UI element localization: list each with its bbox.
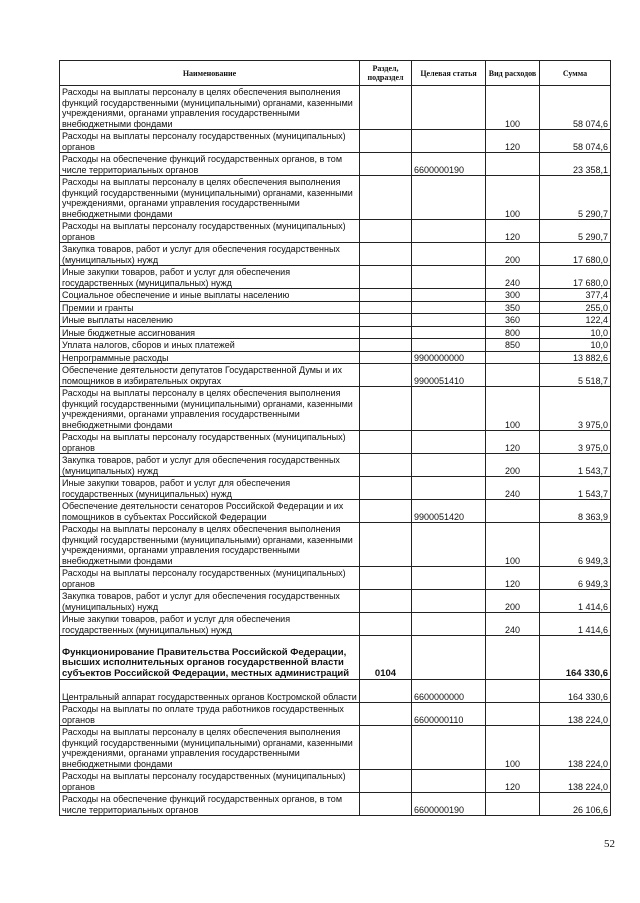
cell-amount: 1 543,7	[540, 454, 611, 477]
cell-name: Расходы на выплаты по оплате труда работников государственных органов	[60, 703, 360, 726]
cell-amount: 10,0	[540, 339, 611, 352]
cell-section	[360, 351, 412, 364]
cell-target: 9900051410	[412, 364, 486, 387]
cell-name: Расходы на выплаты персоналу государственных (муниципальных) органов	[60, 770, 360, 793]
budget-table	[59, 60, 611, 816]
cell-type: 100	[486, 387, 540, 431]
cell-name: Расходы на выплаты персоналу в целях обеспечения выполнения функций государственными (муниципальными) органами, казенными учреждениями, органами управления государственными внебюджетными фондами	[60, 523, 360, 567]
cell-amount: 138 224,0	[540, 726, 611, 770]
cell-section	[360, 387, 412, 431]
header-target: Целевая статья	[412, 61, 486, 86]
table-row	[60, 703, 611, 726]
cell-amount: 6 949,3	[540, 523, 611, 567]
cell-amount: 23 358,1	[540, 153, 611, 176]
table-row	[60, 680, 611, 703]
cell-name: Функционирование Правительства Российской Федерации, высших исполнительных органов государственной власти субъектов Российской Федерации, местных администраций	[60, 636, 360, 680]
cell-amount: 3 975,0	[540, 431, 611, 454]
table-row	[60, 266, 611, 289]
table-row	[60, 613, 611, 636]
cell-type: 100	[486, 726, 540, 770]
cell-type	[486, 680, 540, 703]
cell-amount: 3 975,0	[540, 387, 611, 431]
cell-name: Расходы на выплаты персоналу государственных (муниципальных) органов	[60, 431, 360, 454]
cell-amount: 164 330,6	[540, 636, 611, 680]
cell-target: 9900000000	[412, 351, 486, 364]
table-row	[60, 523, 611, 567]
cell-section	[360, 243, 412, 266]
cell-name: Иные закупки товаров, работ и услуг для обеспечения государственных (муниципальных) нужд	[60, 613, 360, 636]
cell-type	[486, 636, 540, 680]
cell-type: 360	[486, 314, 540, 327]
cell-target	[412, 301, 486, 314]
cell-type: 120	[486, 220, 540, 243]
cell-type	[486, 351, 540, 364]
cell-type	[486, 703, 540, 726]
table-row	[60, 314, 611, 327]
table-row	[60, 567, 611, 590]
cell-type: 240	[486, 477, 540, 500]
cell-type: 240	[486, 266, 540, 289]
cell-type: 120	[486, 567, 540, 590]
table-row	[60, 454, 611, 477]
cell-name: Социальное обеспечение и иные выплаты населению	[60, 289, 360, 302]
cell-type: 200	[486, 243, 540, 266]
cell-target	[412, 387, 486, 431]
cell-section	[360, 339, 412, 352]
table-row	[60, 351, 611, 364]
cell-target	[412, 477, 486, 500]
cell-section	[360, 703, 412, 726]
cell-name: Закупка товаров, работ и услуг для обеспечения государственных (муниципальных) нужд	[60, 243, 360, 266]
cell-section	[360, 289, 412, 302]
cell-target	[412, 636, 486, 680]
cell-type: 100	[486, 86, 540, 130]
cell-type	[486, 153, 540, 176]
cell-name: Иные бюджетные ассигнования	[60, 326, 360, 339]
cell-target	[412, 613, 486, 636]
cell-section	[360, 314, 412, 327]
cell-name: Расходы на обеспечение функций государственных органов, в том числе территориальных органов	[60, 153, 360, 176]
cell-target	[412, 289, 486, 302]
header-name: Наименование	[60, 61, 360, 86]
header-type: Вид расходов	[486, 61, 540, 86]
cell-target: 9900051420	[412, 500, 486, 523]
cell-amount: 1 414,6	[540, 590, 611, 613]
cell-section	[360, 326, 412, 339]
cell-section	[360, 454, 412, 477]
cell-name: Центральный аппарат государственных органов Костромской области	[60, 680, 360, 703]
cell-target	[412, 314, 486, 327]
table-row	[60, 130, 611, 153]
cell-name: Непрограммные расходы	[60, 351, 360, 364]
cell-section	[360, 523, 412, 567]
cell-amount: 10,0	[540, 326, 611, 339]
cell-amount: 58 074,6	[540, 86, 611, 130]
cell-name: Расходы на выплаты персоналу государственных (муниципальных) органов	[60, 220, 360, 243]
table-row	[60, 636, 611, 680]
cell-section	[360, 130, 412, 153]
table-row	[60, 477, 611, 500]
table-row	[60, 770, 611, 793]
table-row	[60, 431, 611, 454]
table-row	[60, 301, 611, 314]
cell-type: 350	[486, 301, 540, 314]
cell-target: 6600000190	[412, 153, 486, 176]
cell-target	[412, 590, 486, 613]
table-body	[60, 86, 611, 816]
cell-amount: 13 882,6	[540, 351, 611, 364]
cell-amount: 17 680,0	[540, 243, 611, 266]
cell-section	[360, 567, 412, 590]
cell-type: 100	[486, 176, 540, 220]
header-section: Раздел, подраздел	[360, 61, 412, 86]
table-row	[60, 339, 611, 352]
cell-section	[360, 680, 412, 703]
cell-target: 6600000190	[412, 793, 486, 816]
table-header-row	[60, 61, 611, 86]
cell-name: Расходы на выплаты персоналу в целях обеспечения выполнения функций государственными (муниципальными) органами, казенными учреждениями, органами управления государственными внебюджетными фондами	[60, 176, 360, 220]
cell-target	[412, 243, 486, 266]
table-row	[60, 793, 611, 816]
cell-type: 120	[486, 431, 540, 454]
cell-section	[360, 153, 412, 176]
table-row	[60, 387, 611, 431]
cell-type	[486, 500, 540, 523]
cell-amount: 164 330,6	[540, 680, 611, 703]
cell-target	[412, 567, 486, 590]
page-number: 52	[604, 838, 615, 850]
cell-name: Закупка товаров, работ и услуг для обеспечения государственных (муниципальных) нужд	[60, 454, 360, 477]
cell-type: 240	[486, 613, 540, 636]
cell-amount: 17 680,0	[540, 266, 611, 289]
cell-name: Расходы на выплаты персоналу в целях обеспечения выполнения функций государственными (муниципальными) органами, казенными учреждениями, органами управления государственными внебюджетными фондами	[60, 726, 360, 770]
cell-amount: 5 290,7	[540, 176, 611, 220]
cell-section	[360, 431, 412, 454]
cell-target	[412, 176, 486, 220]
cell-type	[486, 793, 540, 816]
table-row	[60, 500, 611, 523]
cell-target	[412, 770, 486, 793]
cell-target	[412, 339, 486, 352]
cell-section	[360, 590, 412, 613]
cell-type: 800	[486, 326, 540, 339]
table-row	[60, 590, 611, 613]
header-amount: Сумма	[540, 61, 611, 86]
cell-section	[360, 793, 412, 816]
cell-target: 6600000110	[412, 703, 486, 726]
cell-section	[360, 500, 412, 523]
cell-amount: 138 224,0	[540, 770, 611, 793]
cell-name: Расходы на выплаты персоналу в целях обеспечения выполнения функций государственными (муниципальными) органами, казенными учреждениями, органами управления государственными внебюджетными фондами	[60, 86, 360, 130]
cell-amount: 58 074,6	[540, 130, 611, 153]
cell-name: Иные выплаты населению	[60, 314, 360, 327]
cell-name: Премии и гранты	[60, 301, 360, 314]
cell-name: Расходы на обеспечение функций государственных органов, в том числе территориальных органов	[60, 793, 360, 816]
cell-target	[412, 454, 486, 477]
cell-name: Иные закупки товаров, работ и услуг для обеспечения государственных (муниципальных) нужд	[60, 266, 360, 289]
cell-section	[360, 726, 412, 770]
table-row	[60, 364, 611, 387]
cell-type: 200	[486, 454, 540, 477]
table-row	[60, 86, 611, 130]
table-row	[60, 243, 611, 266]
cell-type: 300	[486, 289, 540, 302]
cell-amount: 122,4	[540, 314, 611, 327]
cell-amount: 6 949,3	[540, 567, 611, 590]
cell-amount: 138 224,0	[540, 703, 611, 726]
cell-section	[360, 220, 412, 243]
cell-name: Обеспечение деятельности депутатов Государственной Думы и их помощников в избирательных округах	[60, 364, 360, 387]
cell-target	[412, 266, 486, 289]
cell-amount: 1 414,6	[540, 613, 611, 636]
table-row	[60, 176, 611, 220]
cell-type: 200	[486, 590, 540, 613]
cell-name: Иные закупки товаров, работ и услуг для обеспечения государственных (муниципальных) нужд	[60, 477, 360, 500]
cell-name: Уплата налогов, сборов и иных платежей	[60, 339, 360, 352]
cell-section	[360, 364, 412, 387]
table-row	[60, 726, 611, 770]
cell-target: 6600000000	[412, 680, 486, 703]
cell-target	[412, 523, 486, 567]
cell-target	[412, 726, 486, 770]
cell-target	[412, 220, 486, 243]
cell-section	[360, 266, 412, 289]
cell-amount: 377,4	[540, 289, 611, 302]
cell-target	[412, 326, 486, 339]
cell-type: 120	[486, 770, 540, 793]
cell-section	[360, 176, 412, 220]
cell-section: 0104	[360, 636, 412, 680]
cell-type: 100	[486, 523, 540, 567]
cell-name: Закупка товаров, работ и услуг для обеспечения государственных (муниципальных) нужд	[60, 590, 360, 613]
cell-amount: 26 106,6	[540, 793, 611, 816]
cell-section	[360, 86, 412, 130]
cell-amount: 255,0	[540, 301, 611, 314]
cell-type: 120	[486, 130, 540, 153]
cell-amount: 5 518,7	[540, 364, 611, 387]
cell-target	[412, 130, 486, 153]
cell-section	[360, 477, 412, 500]
table-row	[60, 289, 611, 302]
table-row	[60, 220, 611, 243]
cell-type	[486, 364, 540, 387]
cell-amount: 1 543,7	[540, 477, 611, 500]
cell-target	[412, 431, 486, 454]
cell-name: Расходы на выплаты персоналу в целях обеспечения выполнения функций государственными (муниципальными) органами, казенными учреждениями, органами управления государственными внебюджетными фондами	[60, 387, 360, 431]
cell-target	[412, 86, 486, 130]
cell-amount: 8 363,9	[540, 500, 611, 523]
cell-name: Обеспечение деятельности сенаторов Российской Федерации и их помощников в субъектах Российской Федерации	[60, 500, 360, 523]
cell-amount: 5 290,7	[540, 220, 611, 243]
cell-type: 850	[486, 339, 540, 352]
cell-name: Расходы на выплаты персоналу государственных (муниципальных) органов	[60, 567, 360, 590]
cell-section	[360, 613, 412, 636]
table-row	[60, 153, 611, 176]
table-row	[60, 326, 611, 339]
cell-section	[360, 301, 412, 314]
cell-name: Расходы на выплаты персоналу государственных (муниципальных) органов	[60, 130, 360, 153]
cell-section	[360, 770, 412, 793]
